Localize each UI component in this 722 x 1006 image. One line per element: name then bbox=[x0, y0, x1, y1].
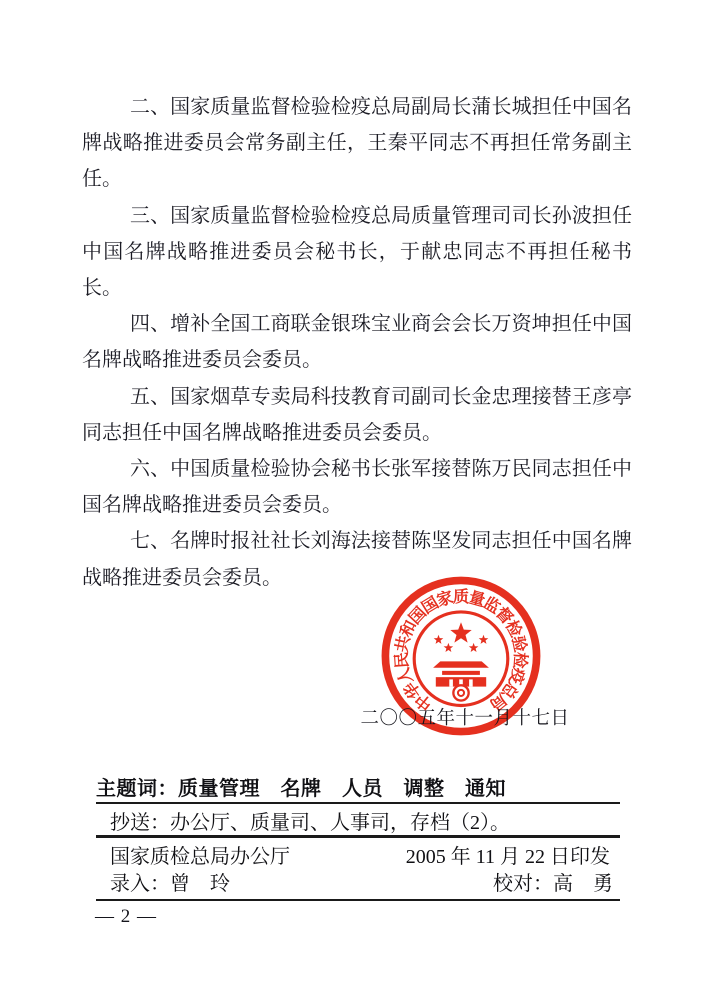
proofreader-label: 校对： bbox=[493, 873, 553, 895]
cc-value: 办公厅、质量司、人事司，存档（2）。 bbox=[170, 812, 510, 834]
signature-date: 二〇〇五年十一月十七日 bbox=[360, 709, 570, 729]
svg-text:总: 总 bbox=[497, 678, 522, 702]
svg-text:检: 检 bbox=[510, 651, 530, 669]
svg-text:共: 共 bbox=[392, 634, 414, 654]
svg-text:人: 人 bbox=[394, 665, 417, 687]
svg-text:疫: 疫 bbox=[505, 665, 528, 687]
issuing-office: 国家质检总局办公厅 bbox=[110, 846, 290, 868]
paragraph-item-6: 六、中国质量检验协会秘书长张军接替陈万民同志担任中国名牌战略推进委员会委员。 bbox=[82, 458, 632, 517]
paragraph-item-7: 七、名牌时报社社长刘海法接替陈坚发同志担任中国名牌战略推进委员会委员。 bbox=[82, 530, 632, 589]
svg-text:民: 民 bbox=[392, 651, 412, 669]
emblem-gate-arch bbox=[469, 679, 473, 686]
emblem-big-star-icon bbox=[450, 622, 471, 642]
paragraph-item-5: 五、国家烟草专卖局科技教育司副司长金忠理接替王彦亭同志担任中国名牌战略推进委员会委员。 bbox=[82, 385, 632, 444]
document-footer bbox=[96, 778, 620, 901]
emblem-small-star-icon bbox=[479, 635, 489, 644]
typist-name: 曾 玲 bbox=[170, 873, 230, 895]
subject-words-row bbox=[96, 778, 620, 804]
svg-text:量: 量 bbox=[466, 588, 488, 611]
svg-text:质: 质 bbox=[452, 588, 470, 606]
subject-words-label: 主题词： bbox=[96, 778, 178, 800]
emblem-small-star-icon bbox=[444, 643, 454, 652]
svg-text:验: 验 bbox=[508, 634, 530, 654]
entry-proof-row bbox=[96, 868, 620, 901]
emblem-gate-body bbox=[436, 677, 486, 686]
typist-cell bbox=[110, 873, 230, 895]
svg-text:国: 国 bbox=[418, 593, 442, 618]
emblem-small-star-icon bbox=[469, 643, 479, 652]
paragraph-item-3: 三、国家质量监督检验检疫总局质量管理司司长孙波担任中国名牌战略推进委员会秘书长，于献忠同志不再担任秘书长。 bbox=[82, 204, 632, 300]
svg-text:国: 国 bbox=[405, 603, 430, 628]
emblem-small-star-icon bbox=[434, 635, 444, 644]
subject-words-value: 质量管理 名牌 人员 调整 通知 bbox=[178, 778, 506, 800]
svg-text:中: 中 bbox=[411, 689, 436, 714]
seal-text-arc bbox=[393, 587, 531, 714]
emblem-gate-arch bbox=[449, 679, 453, 686]
cc-label: 抄送： bbox=[110, 812, 170, 834]
emblem-circle bbox=[414, 612, 508, 706]
svg-text:局: 局 bbox=[486, 689, 511, 714]
emblem-gate-midroof bbox=[442, 671, 480, 675]
cc-row bbox=[96, 804, 620, 838]
paragraph-item-2: 二、国家质量监督检验检疫总局副局长蒲长城担任中国名牌战略推进委员会常务副主任，王秦平同志不再担任常务副主任。 bbox=[82, 96, 632, 191]
document-body bbox=[82, 89, 632, 596]
svg-text:华: 华 bbox=[400, 678, 425, 702]
emblem-gear-hub bbox=[458, 690, 464, 696]
proofreader-cell bbox=[493, 873, 613, 895]
emblem-gate-arch bbox=[459, 679, 463, 686]
emblem-gate-roof bbox=[433, 661, 489, 667]
svg-text:和: 和 bbox=[396, 617, 421, 641]
emblem-gear-ring bbox=[453, 685, 468, 700]
issue-row bbox=[96, 838, 620, 868]
svg-text:家: 家 bbox=[434, 588, 456, 611]
svg-text:检: 检 bbox=[501, 617, 526, 641]
svg-text:督: 督 bbox=[492, 603, 517, 628]
page-number: — 2 — bbox=[95, 906, 157, 927]
paragraph-item-4: 四、增补全国工商联金银珠宝业商会会长万资坤担任中国名牌战略推进委员会委员。 bbox=[82, 313, 632, 372]
typist-label: 录入： bbox=[110, 873, 170, 895]
proofreader-name: 高 勇 bbox=[553, 873, 613, 895]
print-date: 2005 年 11 月 22 日印发 bbox=[405, 846, 610, 868]
svg-text:监: 监 bbox=[480, 593, 504, 618]
